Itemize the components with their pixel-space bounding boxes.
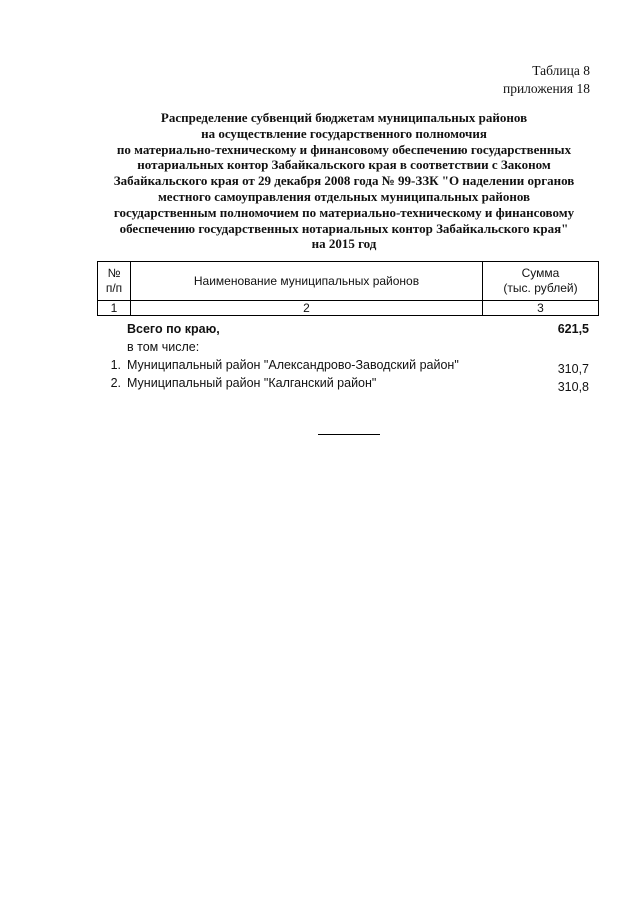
row-number: 1.	[110, 358, 121, 372]
subtotal-row	[97, 338, 589, 356]
table-row	[97, 374, 589, 392]
table-body	[97, 320, 589, 392]
table-number: Таблица 8	[532, 63, 590, 78]
title-line: Распределение субвенций бюджетам муниципальных районов	[160, 110, 528, 125]
title-line: обеспечению государственных нотариальных контор Забайкальского края"	[119, 220, 569, 236]
column-header-name: Наименование муниципальных районов	[131, 262, 483, 301]
row-district-name: Муниципальный район "Александрово-Заводский район"	[127, 358, 459, 372]
column-header-number: № п/п	[98, 262, 131, 301]
title-line: местного самоуправления отдельных муниципальных районов	[157, 188, 531, 204]
title-line: Забайкальского края от 29 декабря 2008 года № 99-ЗЗК "О наделении органов	[113, 173, 575, 189]
table-row	[97, 356, 589, 374]
distribution-table-header	[97, 261, 599, 316]
column-index: 3	[483, 301, 599, 316]
title-line: государственным полномочием по материально-техническому и финансовому	[113, 204, 575, 220]
total-label: Всего по краю,	[127, 322, 220, 336]
row-amount: 310,7	[557, 362, 589, 376]
title-line: на осуществление государственного полномочия	[201, 125, 487, 141]
document-title	[90, 110, 598, 252]
title-line: по материально-техническому и финансовому обеспечению государственных	[116, 141, 572, 157]
total-row	[97, 320, 589, 338]
title-line: нотариальных контор Забайкальского края в соответствии с Законом	[137, 157, 551, 173]
column-header-sum: Сумма (тыс. рублей)	[483, 262, 599, 301]
end-of-table-divider	[318, 434, 380, 435]
row-amount: 310,8	[557, 380, 589, 394]
row-district-name: Муниципальный район "Калганский район"	[127, 376, 377, 390]
row-number: 2.	[110, 376, 121, 390]
appendix-reference	[440, 62, 590, 98]
title-line: на 2015 год	[311, 236, 377, 252]
appendix-number: приложения 18	[502, 81, 590, 96]
column-index: 2	[131, 301, 483, 316]
subtotal-label: в том числе:	[127, 340, 200, 354]
total-amount: 621,5	[557, 322, 589, 336]
column-index: 1	[98, 301, 131, 316]
